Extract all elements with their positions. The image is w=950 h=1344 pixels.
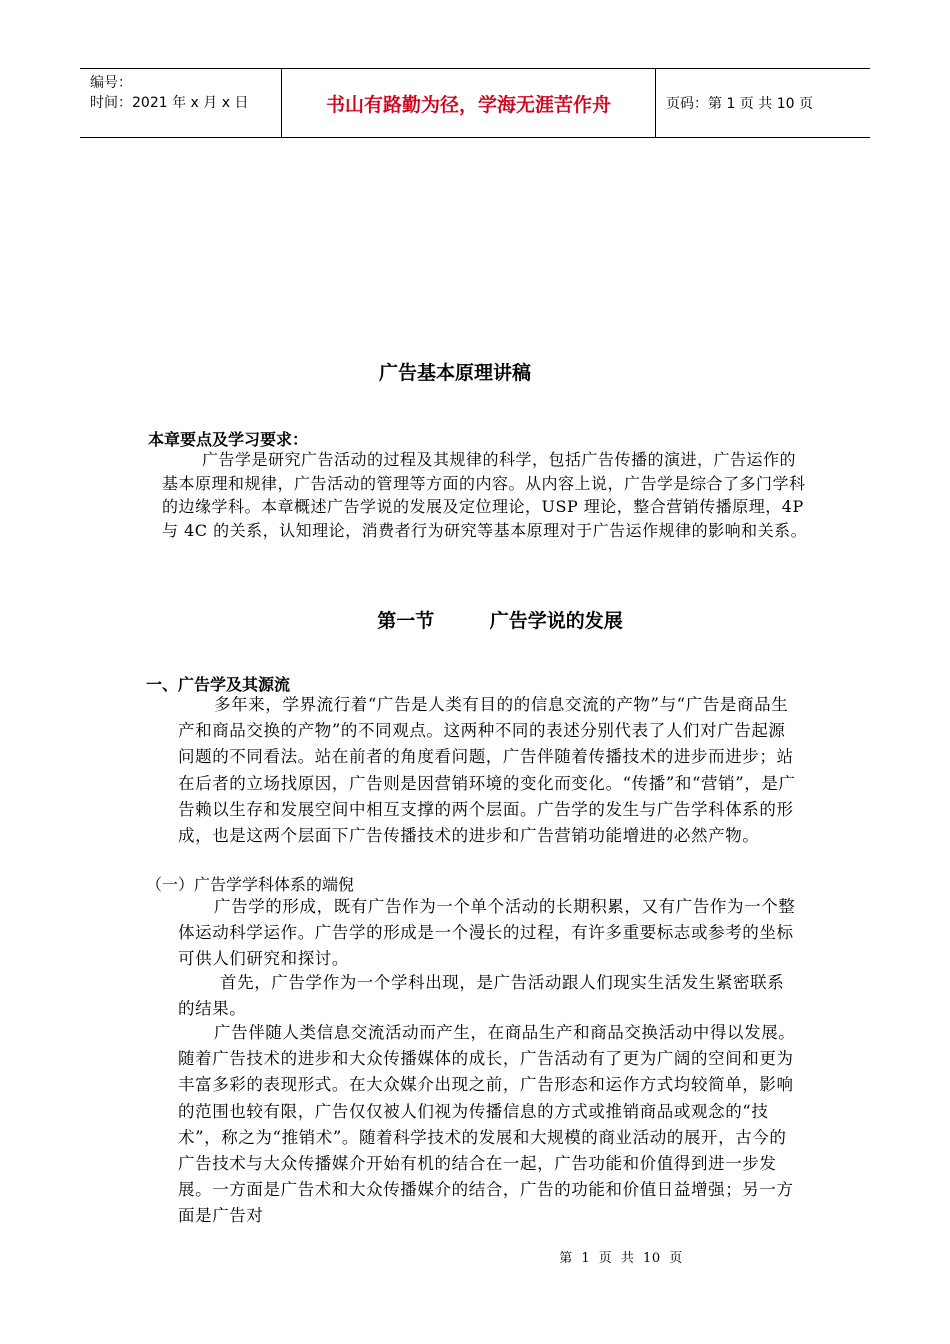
page-footer: 第 1 页 共 10 页 [559, 1251, 683, 1266]
time-label: 时间：2021 年 x 月 x 日 [90, 95, 249, 111]
paragraph-3: 首先，广告学作为一个学科出现，是广告活动跟人们现实生活发生紧密联系的结果。 [178, 973, 785, 1019]
document-header [80, 68, 870, 138]
paragraph-4: 广告伴随人类信息交流活动而产生，在商品生产和商品交换活动中得以发展。随着广告技术的进步和大众传播媒体的成长，广告活动有了更为广阔的空间和更为丰富多彩的表现形式。在大众媒介出现之前，广告形态和运作方式均较简单，影响的范围也较有限，广告仅仅被人们视为传播信息的方式或推销商品或观念的“技术”，称之为“推销术”。随着科学技术的发展和大规模的商业活动的展开，古今的广告技术与大众传播媒介开始有机的结合在一起，广告功能和价值得到进一步发展。一方面是广告术和大众传播媒介的结合，广告的功能和价值日益增强；另一方面是广告对 [178, 1023, 796, 1226]
subsection-heading-2: （一）广告学学科体系的端倪 [146, 875, 355, 894]
header-meta [80, 69, 282, 137]
paragraph-2: 广告学的形成，既有广告作为一个单个活动的长期积累，又有广告作为一个整体运动科学运作。广告学的形成是一个漫长的过程，有许多重要标志或参考的坐标可供人们研究和探讨。 [178, 897, 796, 969]
subsection-heading-1: 一、广告学及其源流 [146, 675, 291, 694]
intro-label: 本章要点及学习要求： [148, 430, 309, 449]
intro-paragraph: 广告学是研究广告活动的过程及其规律的科学，包括广告传播的演进，广告运作的基本原理和规律，广告活动的管理等方面的内容。从内容上说，广告学是综合了多门学科的边缘学科。本章概述广告学说的发展及定位理论，USP 理论，整合营销传播原理，4P 与 4C 的关系，认知理论，消费者行为研究等基本原理对于广告运作规律的影响和关系。 [162, 450, 808, 540]
section-title: 第一节 广告学说的发展 [377, 610, 623, 632]
paragraph-1: 多年来，学界流行着“广告是人类有目的的信息交流的产物”与“广告是商品生产和商品交换的产物”的不同观点。这两种不同的表述分别代表了人们对广告起源问题的不同看法。站在前者的角度看问题，广告伴随着传播技术的进步而进步；站在后者的立场找原因，广告则是因营销环境的变化而变化。“传播”和“营销”，是广告赖以生存和发展空间中相互支撑的两个层面。广告学的发生与广告学科体系的形成，也是这两个层面下广告传播技术的进步和广告营销功能增进的必然产物。 [178, 695, 796, 846]
header-motto: 书山有路勤为径，学海无涯苦作舟 [282, 69, 656, 137]
number-label: 编号： [90, 75, 132, 91]
document-title: 广告基本原理讲稿 [378, 362, 531, 384]
header-page-info: 页码：第 1 页 共 10 页 [666, 96, 813, 112]
